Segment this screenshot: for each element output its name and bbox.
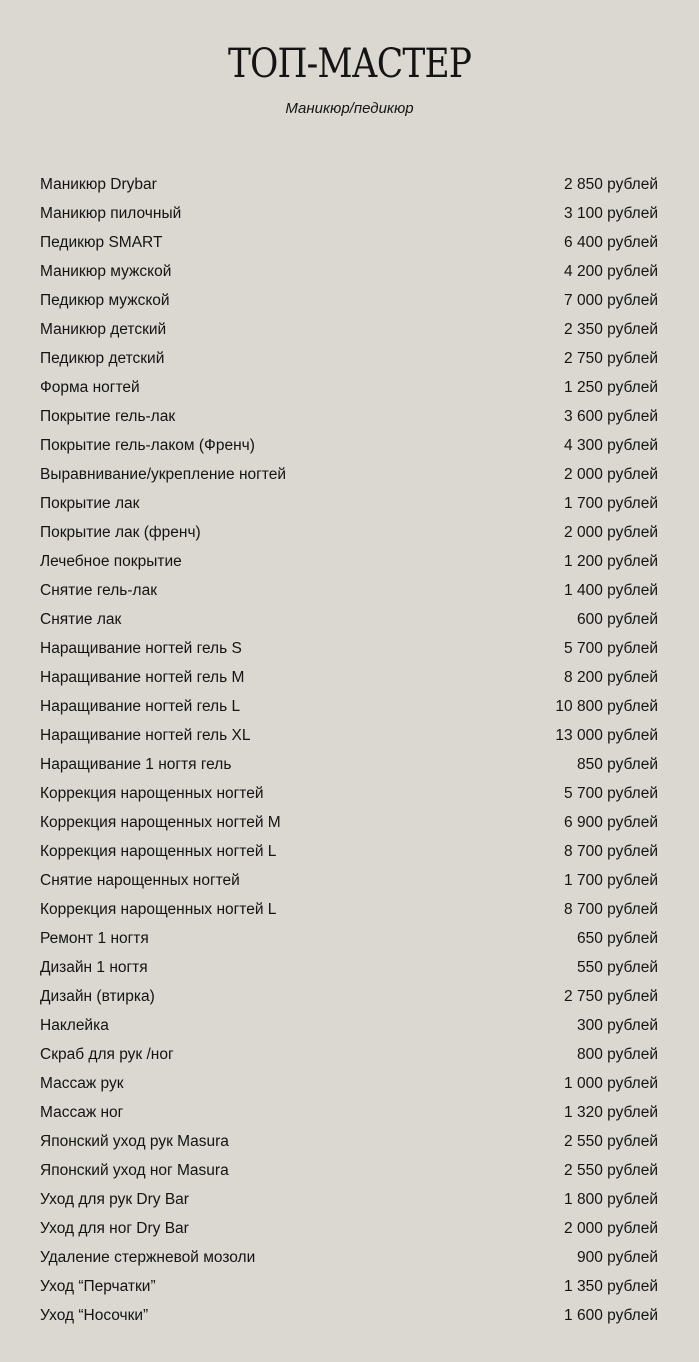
service-price: 1 700 рублей xyxy=(564,872,658,889)
service-price: 300 рублей xyxy=(576,1017,658,1034)
service-name: Педикюр SMART xyxy=(40,234,163,251)
price-row xyxy=(40,634,658,663)
service-price: 2 000 рублей xyxy=(564,1220,658,1237)
price-row xyxy=(40,1156,658,1185)
service-name: Скраб для рук /ног xyxy=(40,1046,174,1063)
service-name: Педикюр детский xyxy=(40,350,165,367)
service-price: 850 рублей xyxy=(576,756,658,773)
service-price: 1 700 рублей xyxy=(564,495,658,512)
service-price: 4 200 рублей xyxy=(564,263,658,280)
price-row xyxy=(40,431,658,460)
price-row xyxy=(40,344,658,373)
price-row xyxy=(40,837,658,866)
service-name: Покрытие гель-лак xyxy=(40,408,176,425)
price-row xyxy=(40,199,658,228)
service-name: Коррекция нарощенных ногтей M xyxy=(40,814,281,831)
service-price: 550 рублей xyxy=(576,959,658,976)
service-name: Наклейка xyxy=(40,1017,109,1034)
price-row xyxy=(40,721,658,750)
page-subtitle: Маникюр/педикюр xyxy=(285,100,414,117)
service-price: 1 350 рублей xyxy=(564,1278,658,1295)
service-price: 1 800 рублей xyxy=(564,1191,658,1208)
service-price: 10 800 рублей xyxy=(555,698,658,715)
service-name: Маникюр детский xyxy=(40,321,167,338)
service-name: Дизайн 1 ногтя xyxy=(40,959,148,976)
service-price: 2 850 рублей xyxy=(564,176,658,193)
service-name: Покрытие лак (френч) xyxy=(40,524,201,541)
service-name: Японский уход рук Masura xyxy=(40,1133,229,1150)
service-name: Лечебное покрытие xyxy=(40,553,182,570)
service-name: Ремонт 1 ногтя xyxy=(40,930,149,947)
service-name: Уход “Носочки” xyxy=(40,1307,149,1324)
service-price: 2 000 рублей xyxy=(564,524,658,541)
page-title: ТОП-МАСТЕР xyxy=(228,41,471,87)
service-name: Уход для рук Dry Bar xyxy=(40,1191,189,1208)
service-price: 6 400 рублей xyxy=(564,234,658,251)
service-price: 6 900 рублей xyxy=(564,814,658,831)
service-name: Уход для ног Dry Bar xyxy=(40,1220,189,1237)
service-name: Коррекция нарощенных ногтей L xyxy=(40,901,277,918)
service-name: Маникюр мужской xyxy=(40,263,172,280)
price-row xyxy=(40,170,658,199)
service-price: 3 600 рублей xyxy=(564,408,658,425)
price-row xyxy=(40,1011,658,1040)
service-price: 7 000 рублей xyxy=(564,292,658,309)
price-row xyxy=(40,1098,658,1127)
service-name: Удаление стержневой мозоли xyxy=(40,1249,256,1266)
service-name: Маникюр пилочный xyxy=(40,205,182,222)
price-row xyxy=(40,924,658,953)
service-name: Коррекция нарощенных ногтей xyxy=(40,785,264,802)
price-row xyxy=(40,518,658,547)
service-price: 3 100 рублей xyxy=(564,205,658,222)
service-price: 2 550 рублей xyxy=(564,1133,658,1150)
price-row xyxy=(40,373,658,402)
service-price: 650 рублей xyxy=(576,930,658,947)
price-row xyxy=(40,1069,658,1098)
service-price: 2 750 рублей xyxy=(564,988,658,1005)
service-name: Дизайн (втирка) xyxy=(40,988,155,1005)
service-price: 1 250 рублей xyxy=(564,379,658,396)
service-name: Наращивание 1 ногтя гель xyxy=(40,756,232,773)
service-price: 1 400 рублей xyxy=(564,582,658,599)
service-price: 8 200 рублей xyxy=(564,669,658,686)
price-row xyxy=(40,1243,658,1272)
price-row xyxy=(40,1214,658,1243)
price-row xyxy=(40,489,658,518)
price-row xyxy=(40,1301,658,1330)
price-row xyxy=(40,576,658,605)
service-name: Педикюр мужской xyxy=(40,292,170,309)
price-row xyxy=(40,692,658,721)
service-price: 13 000 рублей xyxy=(555,727,658,744)
service-price: 8 700 рублей xyxy=(564,901,658,918)
price-row xyxy=(40,547,658,576)
service-name: Маникюр Drybar xyxy=(40,176,157,193)
service-name: Уход “Перчатки” xyxy=(40,1278,156,1295)
service-name: Снятие нарощенных ногтей xyxy=(40,872,240,889)
price-row xyxy=(40,286,658,315)
service-price: 600 рублей xyxy=(576,611,658,628)
price-row xyxy=(40,402,658,431)
service-price: 900 рублей xyxy=(576,1249,658,1266)
service-price: 1 000 рублей xyxy=(564,1075,658,1092)
price-row xyxy=(40,895,658,924)
service-name: Наращивание ногтей гель L xyxy=(40,698,241,715)
service-name: Наращивание ногтей гель S xyxy=(40,640,242,657)
service-name: Снятие гель-лак xyxy=(40,582,157,599)
service-name: Снятие лак xyxy=(40,611,122,628)
price-row xyxy=(40,605,658,634)
service-price: 2 750 рублей xyxy=(564,350,658,367)
service-price: 4 300 рублей xyxy=(564,437,658,454)
service-name: Форма ногтей xyxy=(40,379,140,396)
price-row xyxy=(40,663,658,692)
service-price: 1 320 рублей xyxy=(564,1104,658,1121)
price-row xyxy=(40,1040,658,1069)
price-row xyxy=(40,1127,658,1156)
service-name: Массаж ног xyxy=(40,1104,124,1121)
service-price: 2 000 рублей xyxy=(564,466,658,483)
price-row xyxy=(40,315,658,344)
service-name: Покрытие лак xyxy=(40,495,140,512)
service-price: 1 600 рублей xyxy=(564,1307,658,1324)
service-name: Коррекция нарощенных ногтей L xyxy=(40,843,277,860)
price-list xyxy=(40,170,658,1330)
price-row xyxy=(40,953,658,982)
service-name: Покрытие гель-лаком (Френч) xyxy=(40,437,255,454)
service-price: 800 рублей xyxy=(576,1046,658,1063)
service-name: Массаж рук xyxy=(40,1075,124,1092)
service-price: 1 200 рублей xyxy=(564,553,658,570)
price-row xyxy=(40,1185,658,1214)
service-name: Наращивание ногтей гель M xyxy=(40,669,245,686)
price-row xyxy=(40,808,658,837)
price-row xyxy=(40,257,658,286)
service-name: Японский уход ног Masura xyxy=(40,1162,229,1179)
price-row xyxy=(40,750,658,779)
service-price: 5 700 рублей xyxy=(564,640,658,657)
service-price: 5 700 рублей xyxy=(564,785,658,802)
service-price: 2 350 рублей xyxy=(564,321,658,338)
service-price: 2 550 рублей xyxy=(564,1162,658,1179)
price-row xyxy=(40,1272,658,1301)
price-row xyxy=(40,982,658,1011)
price-row xyxy=(40,228,658,257)
service-name: Выравнивание/укрепление ногтей xyxy=(40,466,287,483)
price-row xyxy=(40,460,658,489)
service-name: Наращивание ногтей гель XL xyxy=(40,727,251,744)
service-price: 8 700 рублей xyxy=(564,843,658,860)
price-row xyxy=(40,866,658,895)
price-row xyxy=(40,779,658,808)
